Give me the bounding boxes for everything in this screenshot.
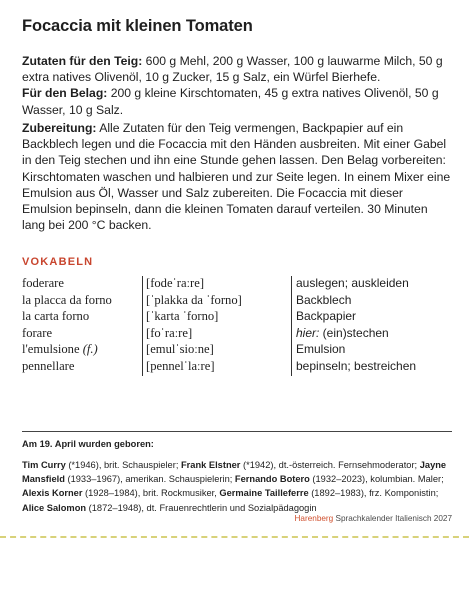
vocab-row <box>22 326 452 343</box>
vocab-phonetic: [emulˈsioːne] <box>143 342 292 359</box>
birthday-desc: (1892–1983), frz. Komponistin; <box>308 488 439 499</box>
topping-ingredients-label: Für den Belag: <box>22 86 108 101</box>
publisher-footer <box>295 514 452 523</box>
footer-text: Sprachkalender Italienisch 2027 <box>333 514 452 523</box>
vocab-italian: la placca da forno <box>22 292 112 307</box>
vocab-german-text: (ein)stechen <box>319 325 389 340</box>
section-divider <box>22 431 452 432</box>
vocab-german: Backpapier <box>292 309 453 326</box>
preparation-label: Zubereitung: <box>22 121 97 135</box>
vocab-phonetic: [ˈkarta ˈforno] <box>143 309 292 326</box>
perforation-line <box>0 536 469 538</box>
vocab-row <box>22 309 452 326</box>
dough-ingredients-label: Zutaten für den Teig: <box>22 54 143 68</box>
vocabulary-table <box>22 276 452 376</box>
birthday-desc: (*1942), dt.-österreich. Fernsehmoderator; <box>240 460 420 470</box>
publisher-brand: Harenberg <box>294 514 334 523</box>
vocab-german: bepinseln; bestreichen <box>292 359 453 376</box>
vocab-phonetic: [pennelˈlaːre] <box>143 359 292 376</box>
vocab-gender-marker: (f.) <box>79 342 98 357</box>
topping-ingredients-text: 200 g kleine Kirschtomaten, 45 g extra natives Olivenöl, 50 g Wasser, 10 g Salz. <box>22 86 439 117</box>
ingredients-paragraph <box>22 53 454 118</box>
birthday-desc: (*1946), brit. Schauspieler; <box>65 460 181 470</box>
vocab-phonetic: [ˈplakka da ˈforno] <box>143 293 292 310</box>
birthdays-heading: Am 19. April wurden geboren: <box>22 439 154 449</box>
vocabulary-heading: VOKABELN <box>22 256 94 268</box>
vocab-italian: pennellare <box>22 358 75 373</box>
vocab-row <box>22 342 452 359</box>
vocab-german-qualifier: hier: <box>296 325 320 340</box>
dough-ingredients-text: 600 g Mehl, 200 g Wasser, 100 g lauwarme Milch, 50 g extra natives Olivenöl, 10 g Zucker, 15 g Salz, ein Würfel Bierhefe. <box>22 54 443 85</box>
preparation-text: Alle Zutaten für den Teig vermengen, Backpapier auf ein Backblech legen und die Focaccia mit den Händen ausbreiten. Mit einer Gabel in den Teig stechen und ihn eine Stunde gehen lassen. Den Belag vorbereiten: Kirschtomaten waschen und halbieren und zur Seite legen. In einem Mixer eine Emulsion aus Öl, Wasser und Salz zubereiten. Die Focaccia mit dieser Emulsion bepinseln, dann die kleinen Tomaten darauf verteilen. 30 Minuten lang bei 200 °C backen. <box>22 121 451 233</box>
vocab-row <box>22 359 452 376</box>
vocab-italian-word: l'emulsione <box>22 342 80 357</box>
vocab-german: Emulsion <box>292 342 453 359</box>
birthday-name: Alexis Korner <box>22 488 83 499</box>
birthday-name: Fernando Botero <box>234 474 310 485</box>
vocab-german <box>292 326 453 343</box>
preparation-paragraph <box>22 120 454 233</box>
vocab-italian: foderare <box>22 276 64 290</box>
vocab-phonetic: [foˈraːre] <box>143 326 292 343</box>
vocab-german: auslegen; auskleiden <box>292 276 453 293</box>
birthdays-list <box>22 458 454 515</box>
birthday-name: Tim Curry <box>22 460 66 470</box>
recipe-title: Focaccia mit kleinen Tomaten <box>22 17 253 35</box>
birthday-desc: (1932–2023), kolumbian. Maler; <box>309 474 444 485</box>
vocab-phonetic: [fodeˈraːre] <box>143 276 292 293</box>
birthday-name: Germaine Tailleferre <box>219 488 309 499</box>
birthday-desc: (1928–1984), brit. Rockmusiker, <box>82 488 220 499</box>
vocab-row <box>22 293 452 310</box>
vocab-row <box>22 276 452 293</box>
vocab-italian: forare <box>22 325 53 340</box>
vocab-german: Backblech <box>292 293 453 310</box>
vocab-italian: la carta forno <box>22 309 90 324</box>
vocab-italian <box>22 342 143 359</box>
birthday-desc: (1933–1967), amerikan. Schauspielerin; <box>64 474 235 485</box>
birthday-name: Jayne Mansfield <box>22 460 447 485</box>
birthday-name: Frank Elstner <box>181 460 241 470</box>
birthday-name: Alice Salomon <box>22 502 87 513</box>
birthday-desc: (1872–1948), dt. Frauenrechtlerin und Sozialpädagogin <box>86 502 317 513</box>
